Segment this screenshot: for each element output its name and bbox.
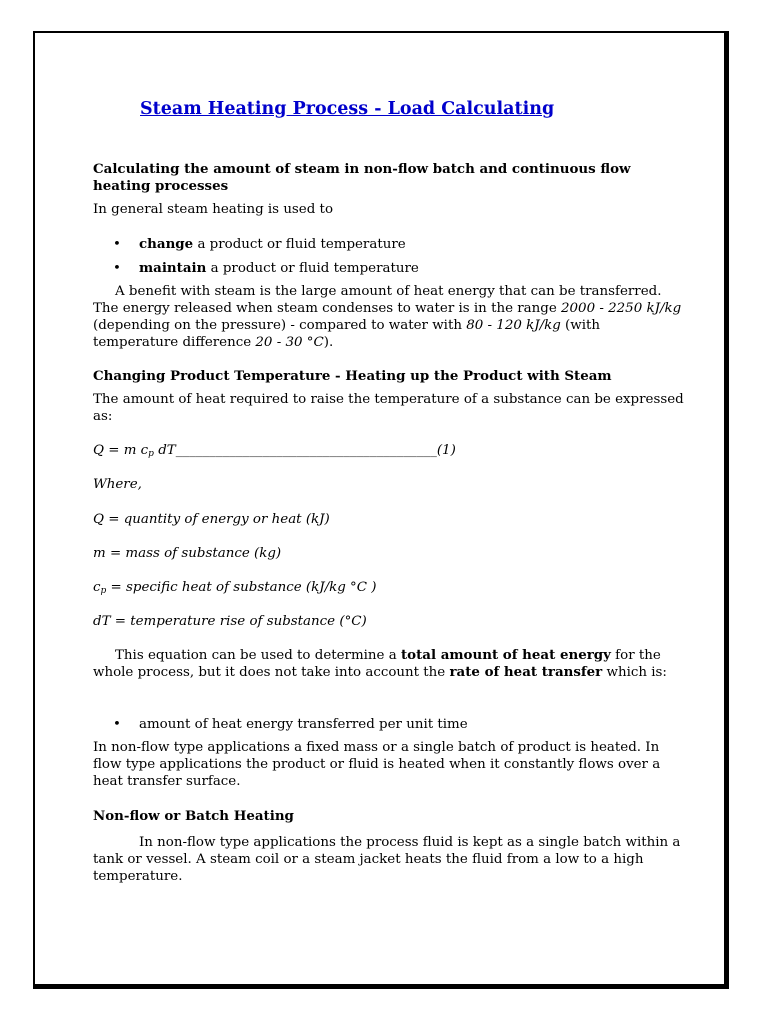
- para-text: In non-flow type applications the process fluid is kept as a single batch within a tank or vessel. A steam coil or a steam jacket heats the fluid from a low to a high temperature.: [93, 835, 681, 884]
- section-heading-batch: Non-flow or Batch Heating: [93, 808, 294, 824]
- where-label: Where,: [93, 477, 142, 492]
- def-subscript: p: [100, 586, 107, 596]
- flow-types-paragraph: In non-flow type applications a fixed mass or a single batch of product is heated. In flow type applications the product or fluid is heated when it constantly flows over a heat transfer surface.: [93, 740, 661, 789]
- para-bold: rate of heat transfer: [449, 664, 603, 680]
- range-text: 20 - 30 °C: [255, 335, 324, 350]
- para-text: for the whole process, but it does not take into account the: [93, 648, 661, 680]
- range-text: 80 - 120 kJ/kg: [466, 318, 561, 333]
- list-item: [113, 260, 419, 277]
- para-text: which is:: [602, 665, 667, 680]
- list-item: [113, 236, 406, 253]
- definition-cp: [93, 579, 376, 600]
- para-text: A benefit with steam is the large amount of heat energy that can be transferred. The energy released when steam condenses to water is in the range: [93, 284, 662, 316]
- intro-text: In general steam heating is used to: [93, 202, 334, 217]
- para-text: (depending on the pressure) - compared to water with: [93, 318, 467, 333]
- def-text: = mass of substance (kg): [105, 546, 282, 561]
- equation-rhs: dT: [153, 443, 176, 458]
- def-text: = temperature rise of substance (°C): [110, 614, 367, 629]
- def-symbol: Q: [93, 512, 104, 527]
- para-text: ).: [323, 335, 334, 350]
- bullet-bold: change: [139, 236, 194, 252]
- para-text: This equation can be used to determine a: [115, 648, 401, 663]
- section-heading-changing-temperature: Changing Product Temperature - Heating up the Product with Steam: [93, 368, 612, 384]
- def-symbol: dT: [93, 614, 111, 629]
- definition-q: [93, 511, 330, 528]
- equation-number: (1): [436, 443, 456, 458]
- bullet-icon: •: [113, 261, 121, 276]
- heat-equation: [93, 442, 456, 463]
- bullet-text: amount of heat energy transferred per unit time: [139, 717, 468, 732]
- bullet-icon: •: [113, 237, 121, 252]
- def-symbol: m: [93, 546, 106, 561]
- steam-benefit-paragraph: [93, 283, 685, 351]
- page-title[interactable]: Steam Heating Process - Load Calculating: [140, 99, 555, 119]
- list-item: [113, 716, 468, 733]
- equation-lhs: Q = m c: [93, 443, 149, 458]
- definition-dt: [93, 613, 367, 630]
- bullet-text: a product or fluid temperature: [206, 261, 419, 276]
- section-heading-calculating: Calculating the amount of steam in non-flow batch and continuous flow heating processes: [93, 161, 631, 194]
- bullet-text: a product or fluid temperature: [193, 237, 406, 252]
- def-symbol: c: [93, 580, 101, 595]
- bullet-bold: maintain: [139, 260, 207, 276]
- definition-m: [93, 545, 281, 562]
- def-text: = specific heat of substance (kJ/kg °C ): [106, 580, 377, 595]
- range-text: 2000 - 2250 kJ/kg: [561, 301, 682, 316]
- bullet-icon: •: [113, 717, 121, 732]
- para-bold: total amount of heat energy: [400, 647, 611, 663]
- batch-paragraph: [93, 834, 685, 885]
- equation-subscript: p: [148, 449, 154, 459]
- heat-intro-text: The amount of heat required to raise the temperature of a substance can be expressed as:: [93, 392, 684, 424]
- para-text: (with temperature difference: [93, 318, 601, 350]
- rate-paragraph: [93, 647, 685, 681]
- def-text: = quantity of energy or heat (kJ): [103, 512, 330, 527]
- equation-leader: _______________________________________: [175, 443, 437, 458]
